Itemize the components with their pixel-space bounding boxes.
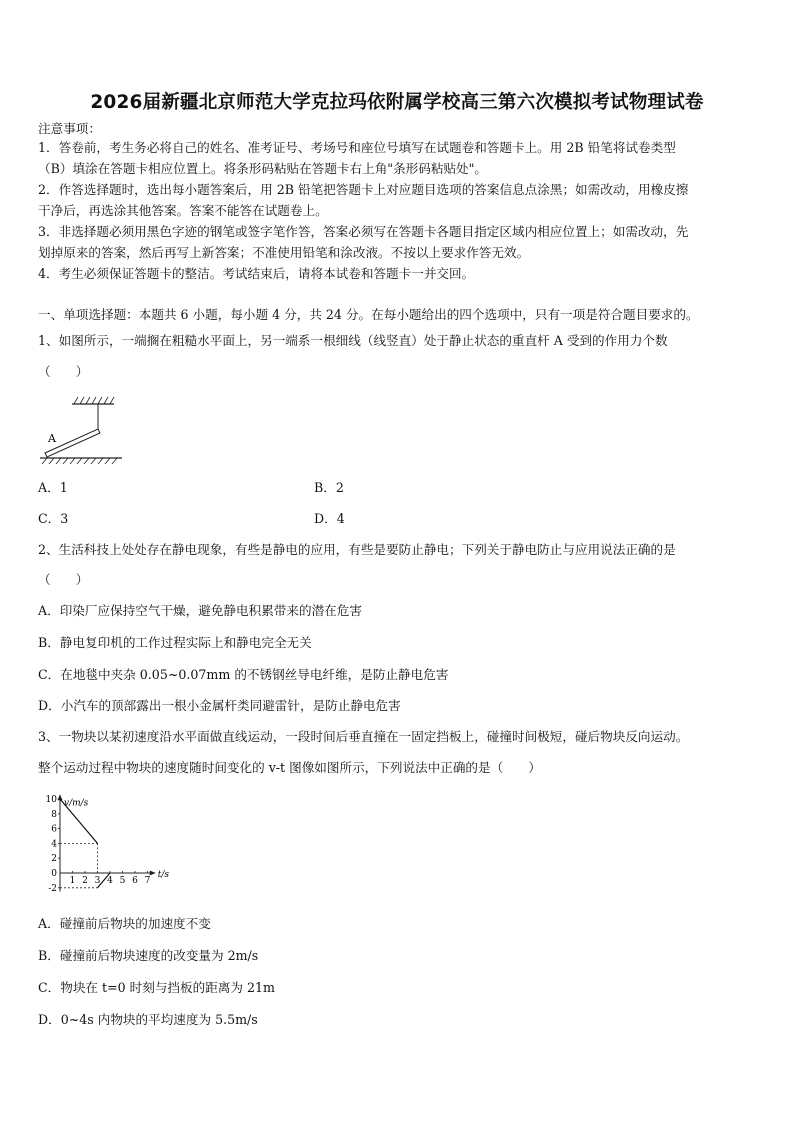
y-tick-label: 6 [51,824,57,835]
y-tick-label: 10 [45,795,57,805]
question-1-stem: 1、如图所示，一端搁在粗糙水平面上，另一端系一根细线（线竖直）处于静止状态的重直杆 A 受到的作用力个数 [38,333,668,348]
y-tick-label: 8 [51,809,57,820]
question-1-option-d[interactable]: D．4 [314,511,345,526]
question-1-blank: （ ） [38,364,89,379]
question-3-option-b[interactable]: B．碰撞前后物块速度的改变量为 2m/s [38,948,259,963]
ground-surface [40,458,122,464]
x-tick-label: 7 [144,876,151,886]
notice-line: 3．非选择题必须用黑色字迹的钢笔或签字笔作答，答案必须写在答题卡各题目指定区域内相应位置上；如需改动，先 [38,224,689,239]
notice-line: （B）填涂在答题卡相应位置上。将条形码粘贴在答题卡右上角"条形码粘贴处"。 [38,161,488,176]
question-1-figure [38,392,128,464]
question-2-option-c[interactable]: C．在地毯中夹杂 0.05~0.07mm 的不锈钢丝导电纤维，是防止静电危害 [38,667,449,682]
question-3-stem-line-2: 整个运动过程中物块的速度随时间变化的 v-t 图像如图所示，下列说法中正确的是（ ） [38,760,541,775]
notice-line: 干净后，再选涂其他答案。答案不能答在试题卷上。 [38,203,328,218]
notice-line: 2．作答选择题时，选出每小题答案后，用 2B 铅笔把答题卡上对应题目选项的答案信息点涂黑；如需改动，用橡皮擦 [38,182,689,197]
notice-line: 1．答卷前，考生务必将自己的姓名、准考证号、考场号和座位号填写在试题卷和答题卡上。用 2B 铅笔将试卷类型 [38,140,676,155]
ceiling-support [72,397,114,404]
y-tick-label: 0 [51,869,57,879]
x-tick-label: 1 [69,876,76,886]
vt-graph [38,786,198,898]
x-tick-label: 3 [94,876,101,886]
rod-label: A [48,432,56,445]
y-tick-label: -2 [48,883,57,894]
question-1-option-b[interactable]: B．2 [314,480,344,495]
question-2-stem: 2、生活科技上处处存在静电现象，有些是静电的应用，有些是要防止静电；下列关于静电防止与应用说法正确的是 [38,542,676,557]
y-axis-label: v/m/s [64,798,89,809]
question-3-option-c[interactable]: C．物块在 t=0 时刻与挡板的距离为 21m [38,980,275,995]
y-tick-label: 2 [51,854,57,865]
question-3-option-a[interactable]: A．碰撞前后物块的加速度不变 [38,916,211,931]
page-title: 2026届新疆北京师范大学克拉玛依附属学校高三第六次模拟考试物理试卷 [90,92,704,113]
x-tick-label: 6 [132,876,138,886]
section-heading: 一、单项选择题：本题共 6 小题，每小题 4 分，共 24 分。在每小题给出的四个选项中，只有一项是符合题目要求的。 [38,307,699,322]
y-tick-label: 4 [51,839,57,850]
question-2-option-b[interactable]: B．静电复印机的工作过程实际上和静电完全无关 [38,635,312,650]
x-axis-label: t/s [157,870,170,880]
question-1-option-c[interactable]: C．3 [38,511,69,526]
x-tick-label: 2 [82,876,88,886]
question-1-option-a[interactable]: A．1 [38,480,68,495]
x-axis-arrow [150,871,156,876]
notice-heading: 注意事项： [38,121,101,136]
question-3-stem-line-1: 3、一物块以某初速度沿水平面做直线运动，一段时间后垂直撞在一固定挡板上，碰撞时间极短，碰后物块反向运动。 [38,729,689,744]
question-3-option-d[interactable]: D．0~4s 内物块的平均速度为 5.5m/s [38,1012,258,1027]
question-2-option-a[interactable]: A．印染厂应保持空气干燥，避免静电积累带来的潜在危害 [38,603,362,618]
x-tick-label: 5 [119,876,126,886]
notice-line: 4．考生必须保证答题卡的整洁。考试结束后，请将本试卷和答题卡一并交回。 [38,266,475,281]
notice-line: 划掉原来的答案，然后再写上新答案；不准使用铅笔和涂改液。不按以上要求作答无效。 [38,245,530,260]
question-2-option-d[interactable]: D．小汽车的顶部露出一根小金属杆类同避雷针，是防止静电危害 [38,698,401,713]
question-2-blank: （ ） [38,572,89,587]
x-tick-label: 4 [107,876,113,886]
